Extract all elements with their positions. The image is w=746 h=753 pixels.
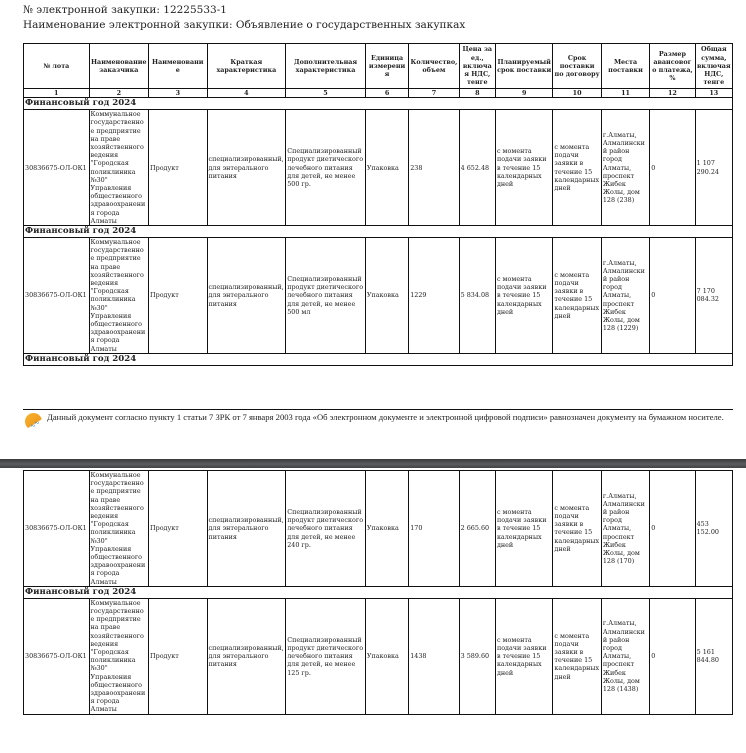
cell-advance: 0 [650,471,695,587]
table-row [24,598,733,714]
cell-advance: 0 [650,110,695,226]
cell-planned-term: с момента подачи заявки в течение 15 календарных дней [495,238,552,354]
sun-logo-icon: ∿∿ [23,411,45,433]
header-place: Места поставки [601,44,649,89]
column-number: 10 [553,89,601,98]
cell-price: 3 589.60 [459,598,495,714]
fiscal-year-row [24,226,733,238]
cell-name: Продукт [149,238,207,354]
fiscal-year-row [24,353,733,365]
cell-unit: Упаковка [365,471,408,587]
header-short-desc: Краткая характеристика [207,44,286,89]
cell-contract-term: с момента подачи заявки в течение 15 календарных дней [553,598,601,714]
cell-quantity: 1229 [409,238,459,354]
cell-customer: Коммунальное государственное предприятие на праве хозяйственного ведения "Городская поликлиника №30" Управления общественного здравоохранения города Алматы [89,238,149,354]
cell-quantity: 1438 [409,598,459,714]
cell-contract-term: с момента подачи заявки в течение 15 календарных дней [553,110,601,226]
cell-place: г.Алматы, Алмалинский район город Алматы, проспект Жибек Жолы, дом 128 (238) [601,110,649,226]
fiscal-year-row [24,98,733,110]
cell-name: Продукт [149,598,207,714]
column-number: 7 [409,89,459,98]
header-advance: Размер авансового платежа, % [650,44,695,89]
cell-short-desc: специализированный, для энтерального питания [207,598,286,714]
header-price: Цена за ед., включая НДС, тенге [459,44,495,89]
cell-place: г.Алматы, Алмалинский район город Алматы, проспект Жибек Жолы, дом 128 (1229) [601,238,649,354]
cell-planned-term: с момента подачи заявки в течение 15 календарных дней [495,110,552,226]
lots-table-continued [23,470,733,715]
cell-price: 5 834.08 [459,238,495,354]
cell-extra-desc: Специализированный продукт диетического лечебного питания для детей, не менее 125 гр. [286,598,366,714]
cell-contract-term: с момента подачи заявки в течение 15 календарных дней [553,471,601,587]
table-row [24,238,733,354]
cell-short-desc: специализированный, для энтерального питания [207,471,286,587]
column-number-row [24,89,733,98]
cell-extra-desc: Специализированный продукт диетического лечебного питания для детей, не менее 500 гр. [286,110,366,226]
header-total: Общая сумма, включая НДС, тенге [695,44,732,89]
column-number: 2 [89,89,149,98]
cell-total: 1 107 290.24 [695,110,732,226]
column-number: 4 [207,89,286,98]
document-header [23,3,465,33]
column-number: 8 [459,89,495,98]
lots-table [23,43,733,366]
cell-extra-desc: Специализированный продукт диетического лечебного питания для детей, не менее 500 мл [286,238,366,354]
cell-quantity: 170 [409,471,459,587]
cell-advance: 0 [650,238,695,354]
header-customer: Наименование заказчика [89,44,149,89]
cell-customer: Коммунальное государственное предприятие на праве хозяйственного ведения "Городская поликлиника №30" Управления общественного здравоохранения города Алматы [89,598,149,714]
header-lot-number: № лота [24,44,90,89]
table-header-row [24,44,733,89]
column-number: 11 [601,89,649,98]
cell-planned-term: с момента подачи заявки в течение 15 календарных дней [495,598,552,714]
cell-unit: Упаковка [365,598,408,714]
header-contract-term: Срок поставки по договору [553,44,601,89]
header-name: Наименование [149,44,207,89]
cell-price: 2 665.60 [459,471,495,587]
cell-lot: 30836675-ОЛ-ОК1 [24,598,90,714]
fiscal-year-label: Финансовый год 2024 [24,353,733,365]
cell-short-desc: специализированный, для энтерального питания [207,238,286,354]
cell-total: 453 152.00 [695,471,732,587]
fiscal-year-label: Финансовый год 2024 [24,226,733,238]
cell-total: 5 161 844.80 [695,598,732,714]
cell-short-desc: специализированный, для энтерального питания [207,110,286,226]
cell-extra-desc: Специализированный продукт диетического лечебного питания для детей, не менее 240 гр. [286,471,366,587]
procurement-number: № электронной закупки: 12225533-1 [23,4,227,16]
cell-price: 4 652.48 [459,110,495,226]
fiscal-year-row [24,586,733,598]
column-number: 13 [695,89,732,98]
column-number: 6 [365,89,408,98]
table-row [24,110,733,226]
cell-advance: 0 [650,598,695,714]
fiscal-year-label: Финансовый год 2024 [24,586,733,598]
fiscal-year-label: Финансовый год 2024 [24,98,733,110]
legal-note: Данный документ согласно пункту 1 статьи 7 ЗРК от 7 января 2003 года «Об электронном документе и электронной цифровой подписи» равнозначен документу на бумажном носителе. [47,412,724,422]
cell-customer: Коммунальное государственное предприятие на праве хозяйственного ведения "Городская поликлиника №30" Управления общественного здравоохранения города Алматы [89,471,149,587]
cell-lot: 30836675-ОЛ-ОК1 [24,238,90,354]
cell-quantity: 238 [409,110,459,226]
cell-unit: Упаковка [365,110,408,226]
cell-planned-term: с момента подачи заявки в течение 15 календарных дней [495,471,552,587]
cell-customer: Коммунальное государственное предприятие на праве хозяйственного ведения "Городская поликлиника №30" Управления общественного здравоохранения города Алматы [89,110,149,226]
header-quantity: Количество, объем [409,44,459,89]
header-planned-term: Планируемый срок поставки [495,44,552,89]
table-row [24,471,733,587]
procurement-name: Наименование электронной закупки: Объявление о государственных закупках [23,19,466,31]
cell-lot: 30836675-ОЛ-ОК1 [24,471,90,587]
cell-place: г.Алматы, Алмалинский район город Алматы, проспект Жибек Жолы, дом 128 (1438) [601,598,649,714]
column-number: 12 [650,89,695,98]
header-extra-desc: Дополнительная характеристика [286,44,366,89]
column-number: 3 [149,89,207,98]
cell-unit: Упаковка [365,238,408,354]
cell-name: Продукт [149,471,207,587]
header-unit: Единица измерения [365,44,408,89]
cell-total: 7 170 084.32 [695,238,732,354]
page-footer [23,411,735,433]
cell-name: Продукт [149,110,207,226]
document-page-2 [0,468,746,753]
column-number: 1 [24,89,90,98]
column-number: 5 [286,89,366,98]
cell-place: г.Алматы, Алмалинский район город Алматы, проспект Жибек Жолы, дом 128 (170) [601,471,649,587]
column-number: 9 [495,89,552,98]
footer-divider [23,409,733,410]
cell-lot: 30836675-ОЛ-ОК1 [24,110,90,226]
cell-contract-term: с момента подачи заявки в течение 15 календарных дней [553,238,601,354]
